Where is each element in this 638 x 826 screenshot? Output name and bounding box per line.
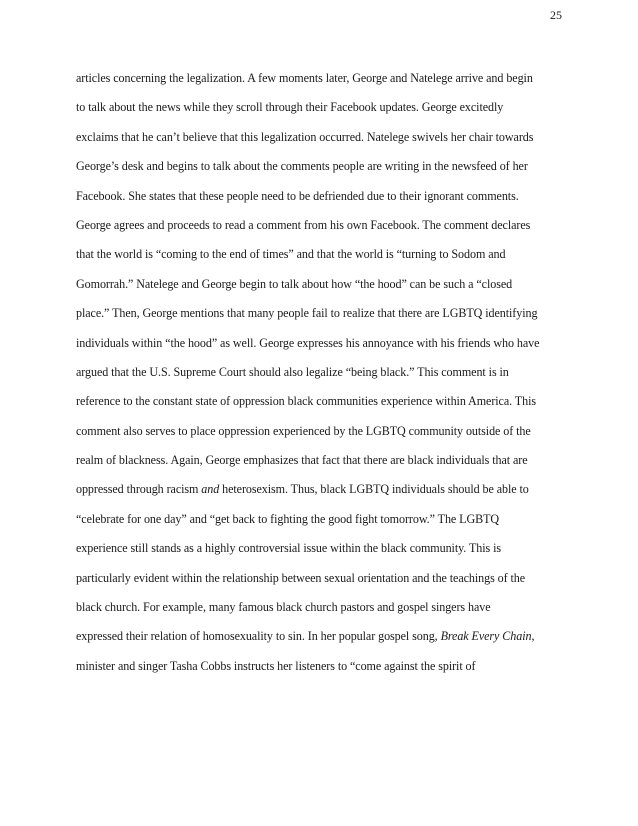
text-line: realm of blackness. Again, George emphasizes that fact that there are black individuals that are bbox=[76, 453, 528, 468]
emphasis: and bbox=[201, 482, 220, 497]
text-line: to talk about the news while they scroll through their Facebook updates. George excitedly bbox=[76, 100, 504, 115]
text-line: argued that the U.S. Supreme Court should also legalize “being black.” This comment is in bbox=[76, 364, 509, 379]
text-line: particularly evident within the relationship between sexual orientation and the teachings of the bbox=[76, 570, 526, 585]
text-line: Gomorrah.” Natelege and George begin to talk about how “the hood” can be such a “closed bbox=[76, 276, 513, 291]
text-line: oppressed through racism and heterosexism. Thus, black LGBTQ individuals should be able to bbox=[76, 482, 529, 497]
text-line: place.” Then, George mentions that many people fail to realize that there are LGBTQ identifying bbox=[76, 306, 538, 321]
text-line: black church. For example, many famous black church pastors and gospel singers have bbox=[76, 600, 491, 615]
text-line: comment also serves to place oppression experienced by the LGBTQ community outside of the bbox=[76, 423, 531, 438]
body-text bbox=[76, 70, 566, 687]
song-title: Break Every Chain bbox=[440, 629, 532, 644]
text-line: George’s desk and begins to talk about the comments people are writing in the newsfeed of her bbox=[76, 159, 528, 174]
text-line: reference to the constant state of oppression black communities experience within America. This bbox=[76, 394, 536, 409]
text-line: articles concerning the legalization. A few moments later, George and Natelege arrive and begin bbox=[76, 71, 533, 85]
text-line: individuals within “the hood” as well. George expresses his annoyance with his friends who have bbox=[76, 335, 540, 350]
text-line: experience still stands as a highly controversial issue within the black community. This is bbox=[76, 541, 501, 556]
text-line: that the world is “coming to the end of times” and that the world is “turning to Sodom and bbox=[76, 247, 506, 262]
text-line: expressed their relation of homosexuality to sin. In her popular gospel song, Break Every Chain, bbox=[76, 629, 535, 644]
text-line: Facebook. She states that these people need to be defriended due to their ignorant comments. bbox=[76, 188, 519, 203]
text-line: minister and singer Tasha Cobbs instructs her listeners to “come against the spirit of bbox=[76, 658, 476, 673]
text-line: exclaims that he can’t believe that this legalization occurred. Natelege swivels her chair towards bbox=[76, 129, 534, 144]
text-line: “celebrate for one day” and “get back to fighting the good fight tomorrow.” The LGBTQ bbox=[76, 511, 500, 526]
text-line: George agrees and proceeds to read a comment from his own Facebook. The comment declares bbox=[76, 217, 531, 232]
page-number: 25 bbox=[550, 8, 562, 22]
